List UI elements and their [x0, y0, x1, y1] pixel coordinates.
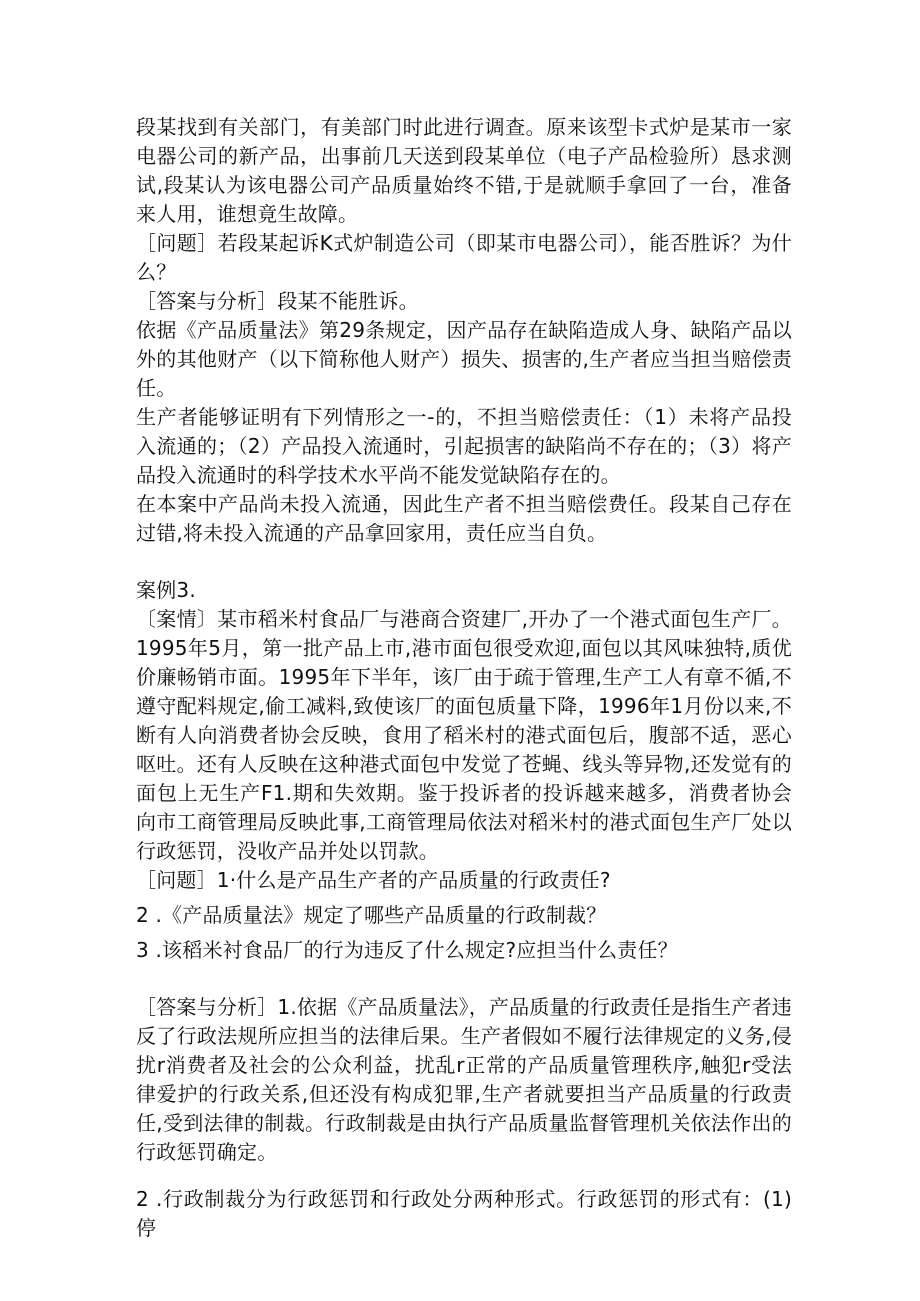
case-3-answer-1: ［答案与分析］1.依据《产品质量法》，产品质量的行政责任是指生产者违反了行政法规所应担当的法律后果。生产者假如不履行法律规定的义务,侵扰r消费者及社会的公众利益，扰乱r正常的产品质量管理秩序,触犯r受法律爱护的行政关系,但还没有构成犯罪,生产者就要担当产品质量的行政责任,受到法律的制裁。行政制裁是由执行产品质量监督管理机关依法作出的行政惩罚确定。	[136, 995, 792, 1164]
exemption-paragraph: 生产者能够证明有下列情形之一-的，不担当赔偿责任：（1）未将产品投入流通的；（2）产品投入流通时，引起损害的缺陷尚不存在的；（3）将产品投入流通时的科学技术水平尚不能发觉缺陷存在的。	[136, 405, 792, 487]
case-background-paragraph: 段某找到有关部门，有美部门时此进行调查。原来该型卡式炉是某市一家电器公司的新产品，出事前几天送到段某单位（电子产品检验所）恳求测试,段某认为该电器公司产品质量始终不错,于是就顺手拿回了一台，准备来人用，谁想竟生故障。	[136, 115, 792, 226]
case-3-question-1: ［问题］1·什么是产品生产者的产品质量的行政责任?	[136, 868, 611, 892]
answer-heading-paragraph: ［答案与分析］段某不能胜诉。	[136, 289, 419, 313]
case-3-question-2: 2 .《产品质量法》规定了哪些产品质量的行政制裁？	[136, 903, 607, 927]
spacer	[136, 965, 792, 993]
case-3-question-3: 3 .该稻米衬食品厂的行为违反了什么规定?应担当什么责任？	[136, 938, 678, 962]
document-body	[136, 113, 792, 1243]
case-3-facts-paragraph: 〔案情〕某市稻米村食品厂与港商合资建厂,开办了一个港式面包生产厂。1995年5月，第一批产品上市,港市面包很受欢迎,面包以其风味独特,质优价廉畅销市面。1995年下半年，该厂由于疏于管理,生产工人有章不循,不遵守配料规定,偷工减料,致使该厂的面包质量下降，1996年1月份以来,不断有人向消费者协会反映，食用了稻米村的港式面包后，腹部不适，恶心呕吐。还有人反映在这种港式面包中发觉了苍蝇、线头等异物,还发觉有的面包上无生产F1.期和失效期。鉴于投诉者的投诉越来越多，消费者协会向市工商管理局反映此事,工商管理局依法对稻米村的港式面包生产厂处以行政惩罚，没收产品并处以罚款。	[136, 607, 792, 863]
case-3-answer-2: 2 .行政制裁分为行政惩罚和行政处分两种形式。行政惩罚的形式有：(1)停	[136, 1187, 792, 1240]
conclusion-paragraph: 在本案中产品尚未投入流通，因此生产者不担当赔偿费任。段某自己存在过错,将未投入流通的产品拿回家用，责任应当自负。	[136, 492, 792, 545]
spacer	[136, 1167, 792, 1185]
legal-basis-paragraph: 依据《产品质量法》第29条规定，因产品存在缺陷造成人身、缺陷产品以外的其他财产（以下简称他人财产）损失、损害的,生产者应当担当赔偿责任。	[136, 318, 792, 400]
spacer	[136, 548, 792, 576]
question-paragraph: ［问题］若段某起诉K式炉制造公司（即某市电器公司），能否胜诉？为什么？	[136, 231, 792, 284]
case-3-heading: 案例3.	[136, 578, 196, 602]
